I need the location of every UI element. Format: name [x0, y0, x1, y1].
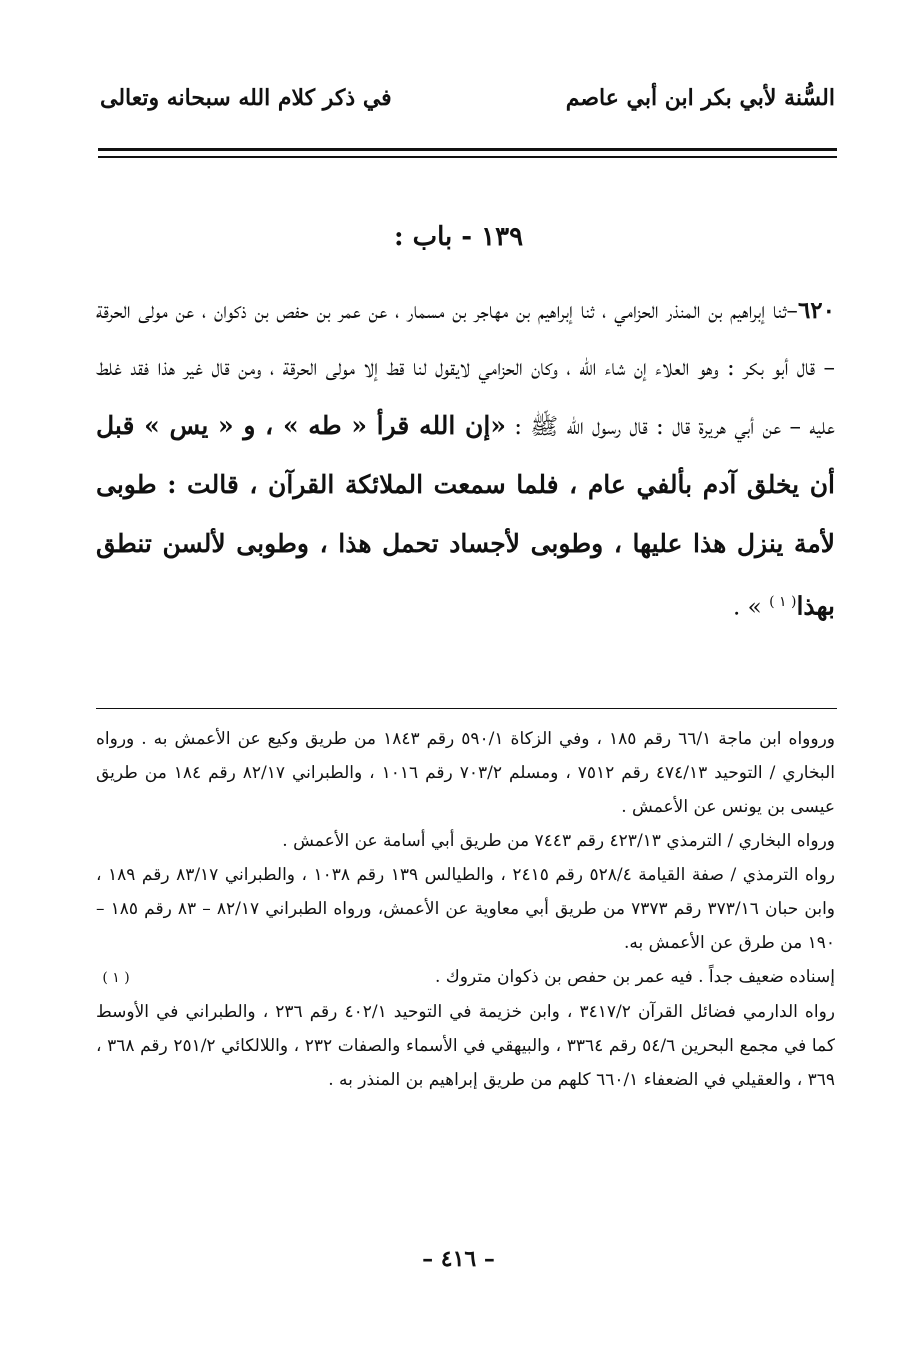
footnote-1-first-line: إسناده ضعيف جداً . فيه عمر بن حفص بن ذكوان متروك .: [434, 967, 835, 987]
footnote-1: [96, 960, 835, 995]
footnote-reference[interactable]: ( ١ ): [769, 594, 797, 610]
hadith-text: [96, 282, 835, 637]
header-rule-thin: [98, 156, 837, 158]
footnote-1-continuation: رواه الدارمي فضائل القرآن ٣٤١٧/٢ ، وابن خزيمة في التوحيد ٤٠٢/١ رقم ٢٣٦ ، والطبراني في الأوسط كما في مجمع البحرين ٥٤/٦ رقم ٣٣٦٤ ، والبيهقي في الأسماء والصفات ٢٣٢ ، واللالكائي ٢٥١/٢ رقم ٣٦٨ ، ٣٦٩ ، والعقيلي في الضعفاء ٦٦٠/١ كلهم من طريق إبراهيم بن المنذر به .: [96, 1002, 835, 1090]
running-header: [100, 78, 835, 118]
chapter-heading: ١٣٩ - باب :: [393, 222, 524, 252]
footnote-divider: [96, 708, 837, 709]
footnote-block: وروواه ابن ماجة ٦٦/١ رقم ١٨٥ ، وفي الزكاة ٥٩٠/١ رقم ١٨٤٣ من طريق وكيع عن الأعمش به . ورواه البخاري / التوحيد ٤٧٤/١٣ رقم ٧٥١٢ ، ومسلم ٧٠٣/٢ رقم ١٠١٦ ، والطبراني ٨٢/١٧ رقم ١٨٤ من طريق عيسى بن يونس عن الأعمش .: [96, 729, 836, 817]
footnotes: [96, 722, 835, 1097]
hadith-isnad: –ثنا إبراهيم بن المنذر الحزامي ، ثنا إبراهيم بن مهاجر بن مسمار ، عن عمر بن حفص بن ذكوان ، عن مولى الحرقة – قال أبو بكر : وهو العلاء إن شاء الله ، وكان الحزامي لايقول لنا قط إلا مولى الحرقة ، ومن قال غير هذا فقد غلط عليه – عن أبي هريرة قال : قال رسول الله ﷺ :: [96, 298, 835, 440]
section-title: في ذكر كلام الله سبحانه وتعالى: [100, 85, 392, 111]
hadith-number: ٦٢٠: [797, 297, 835, 324]
book-title: السُّنة لأبي بكر ابن أبي عاصم: [565, 85, 835, 111]
page-number: – ٤١٦ –: [422, 1246, 495, 1272]
footnote-block: رواه الترمذي / صفة القيامة ٥٢٨/٤ رقم ٢٤١٥ ، والطيالس ١٣٩ رقم ١٠٣٨ ، والطبراني ٨٣/١٧ رقم ١٨٩ ، وابن حبان ٣٧٣/١٦ رقم ٧٣٧٣ من طريق أبي معاوية عن الأعمش، ورواه الطبراني ٨٢/١٧ – ٨٣ رقم ١٨٥ – ١٩٠ من طرق عن الأعمش به.: [96, 865, 836, 953]
hadith-matn: «إن الله قرأ « طه » ، و « يس » قبل أن يخلق آدم بألفي عام ، فلما سمعت الملائكة القرآن ، قالت : طوبى لأمة ينزل هذا عليها ، وطوبى لأجساد تحمل هذا ، وطوبى لألسن تنطق بهذا: [96, 411, 835, 621]
footnote-marker: ( ١ ): [102, 970, 130, 986]
hadith-closing: » .: [733, 594, 770, 621]
header-rule-thick: [98, 148, 837, 151]
footnote-block: ورواه البخاري / الترمذي ٤٢٣/١٣ رقم ٧٤٤٣ من طريق أبي أسامة عن الأعمش .: [282, 831, 835, 851]
